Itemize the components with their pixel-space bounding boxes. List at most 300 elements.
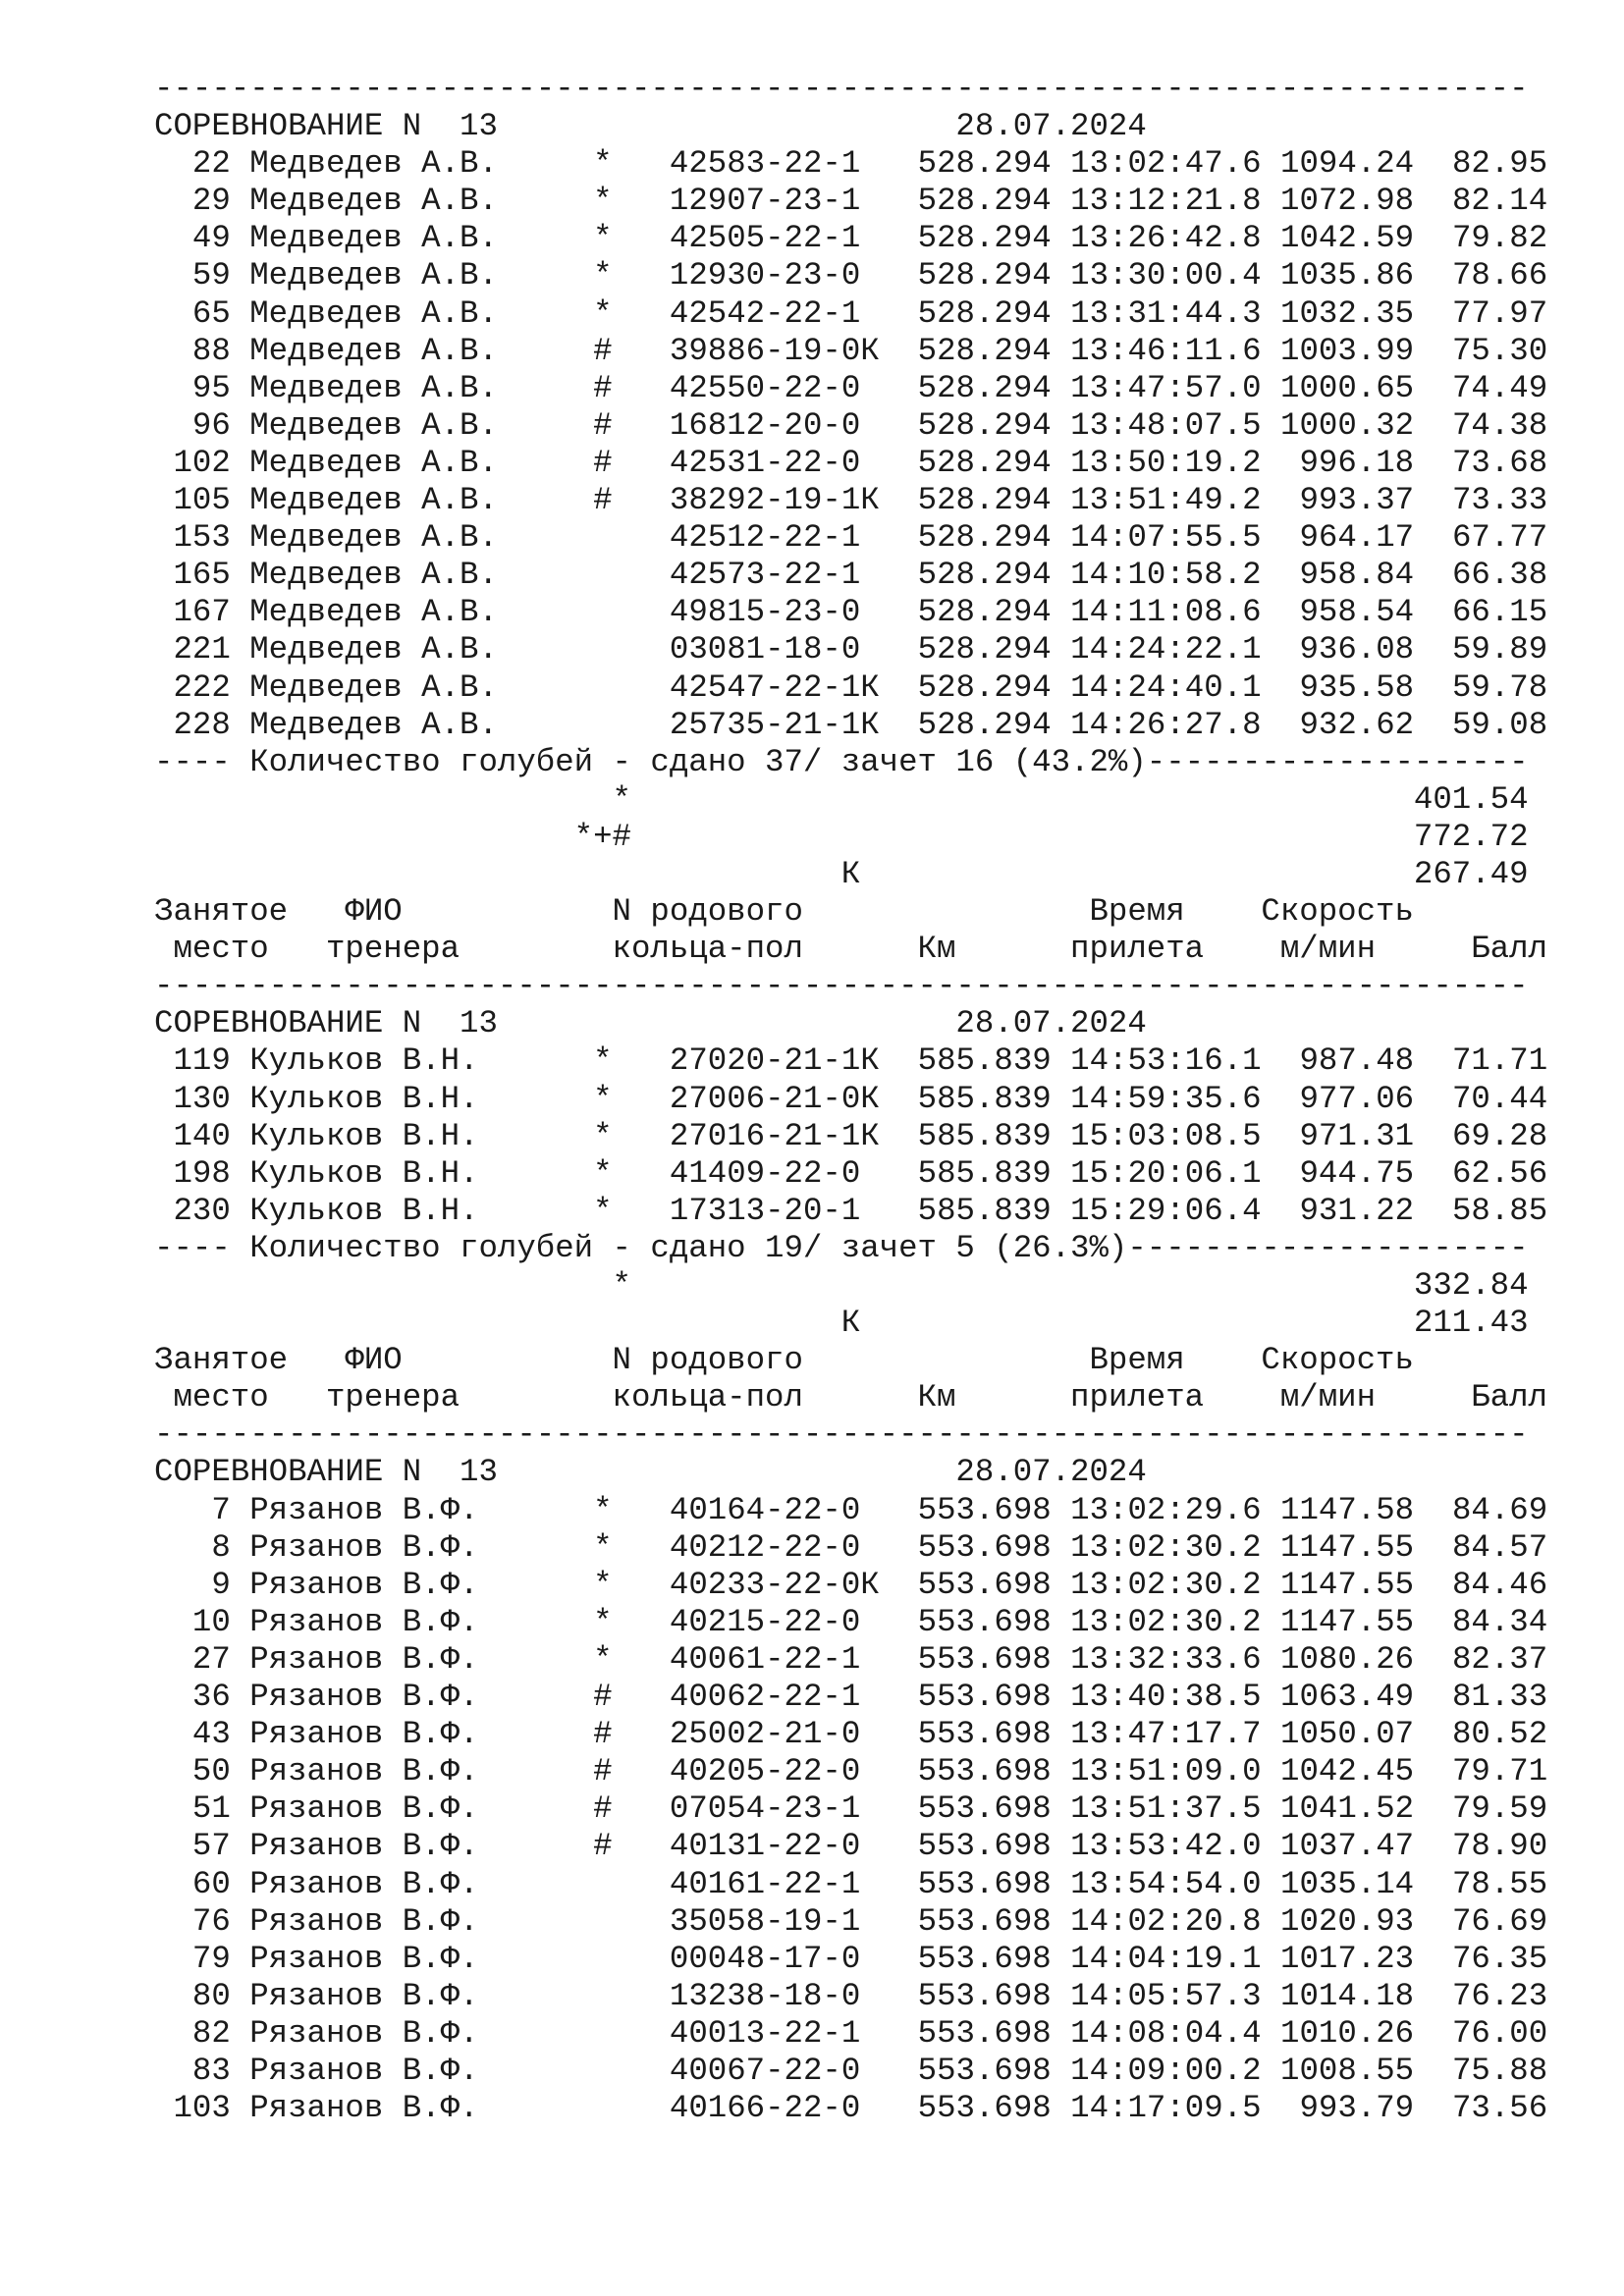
ring-number: 40215-22-0	[669, 1603, 861, 1640]
table-row	[154, 1118, 1588, 1155]
speed: 1042.45	[1280, 1753, 1415, 1790]
arrival-time: 14:59:35.6	[1070, 1080, 1262, 1117]
arrival-time: 13:50:19.2	[1070, 444, 1262, 481]
trainer-name: Рязанов В.Ф.	[249, 1865, 479, 1902]
speed: 1000.65	[1280, 369, 1415, 406]
arrival-time: 14:26:27.8	[1070, 706, 1262, 743]
table-row	[154, 1641, 1588, 1679]
ring-number: 42550-22-0	[669, 369, 861, 406]
totals-value: 772.72	[1413, 818, 1529, 855]
table-row	[154, 1903, 1588, 1941]
table-row	[154, 707, 1588, 744]
ring-number: 12907-23-1	[669, 183, 861, 220]
arrival-time: 15:29:06.4	[1070, 1192, 1262, 1229]
distance-km: 553.698	[917, 1679, 1052, 1716]
status-mark: #	[593, 369, 613, 406]
table-row	[154, 519, 1588, 557]
score: 76.35	[1451, 1940, 1548, 1977]
ring-number: 25735-21-1К	[669, 706, 880, 743]
table-row	[154, 333, 1588, 370]
arrival-time: 13:02:30.2	[1070, 1566, 1262, 1603]
score: 78.90	[1451, 1828, 1548, 1865]
score: 73.68	[1451, 444, 1548, 481]
ring-number: 42583-22-1	[669, 145, 861, 183]
speed: 958.84	[1299, 557, 1415, 594]
trainer-name: Медведев А.В.	[249, 594, 498, 631]
distance-km: 585.839	[917, 1154, 1052, 1192]
status-mark: *	[593, 183, 613, 220]
table-row	[154, 1567, 1588, 1604]
trainer-name: Медведев А.В.	[249, 220, 498, 257]
speed: 1050.07	[1280, 1716, 1415, 1753]
table-row	[154, 145, 1588, 183]
place: 221	[173, 631, 231, 668]
totals-row	[154, 819, 1588, 856]
speed: 1080.26	[1280, 1640, 1415, 1678]
trainer-name: Медведев А.В.	[249, 706, 498, 743]
place: 59	[191, 257, 231, 294]
ring-number: 41409-22-0	[669, 1154, 861, 1192]
trainer-name: Рязанов В.Ф.	[249, 2090, 479, 2127]
speed: 1147.58	[1280, 1491, 1415, 1528]
ring-number: 40233-22-0К	[669, 1566, 880, 1603]
ring-number: 40161-22-1	[669, 1865, 861, 1902]
competition-title	[154, 1005, 1588, 1042]
header-row-2: место тренера кольца-пол Км прилета м/мин Балл	[154, 1379, 1547, 1416]
place: 95	[191, 369, 231, 406]
divider: ------------------------------------------------------------------------	[154, 1416, 1529, 1454]
speed: 1000.32	[1280, 406, 1415, 444]
competition-label: СОРЕВНОВАНИЕ N 13	[154, 1005, 498, 1042]
trainer-name: Кульков В.Н.	[249, 1192, 479, 1229]
speed: 964.17	[1299, 519, 1415, 557]
distance-km: 553.698	[917, 2014, 1052, 2052]
score: 84.57	[1451, 1528, 1548, 1566]
results-printout	[154, 71, 1588, 2127]
place: 22	[191, 145, 231, 183]
trainer-name: Кульков В.Н.	[249, 1117, 479, 1154]
speed: 1147.55	[1280, 1603, 1415, 1640]
distance-km: 553.698	[917, 1940, 1052, 1977]
speed: 1008.55	[1280, 2052, 1415, 2089]
speed: 1014.18	[1280, 1977, 1415, 2014]
arrival-time: 13:51:49.2	[1070, 482, 1262, 519]
distance-km: 528.294	[917, 631, 1052, 668]
table-row	[154, 1753, 1588, 1790]
score: 78.66	[1451, 257, 1548, 294]
arrival-time: 13:02:30.2	[1070, 1603, 1262, 1640]
trainer-name: Кульков В.Н.	[249, 1080, 479, 1117]
competition-date: 28.07.2024	[955, 1454, 1147, 1491]
trainer-name: Рязанов В.Ф.	[249, 1603, 479, 1640]
status-mark: *	[593, 1042, 613, 1080]
totals-label: *+#	[573, 818, 631, 855]
ring-number: 25002-21-0	[669, 1716, 861, 1753]
trainer-name: Рязанов В.Ф.	[249, 2052, 479, 2089]
arrival-time: 14:24:40.1	[1070, 668, 1262, 706]
place: 7	[211, 1491, 231, 1528]
trainer-name: Медведев А.В.	[249, 631, 498, 668]
score: 62.56	[1451, 1154, 1548, 1192]
place: 119	[173, 1042, 231, 1080]
arrival-time: 13:26:42.8	[1070, 220, 1262, 257]
trainer-name: Рязанов В.Ф.	[249, 2014, 479, 2052]
ring-number: 27020-21-1К	[669, 1042, 880, 1080]
status-mark: #	[593, 1828, 613, 1865]
score: 84.34	[1451, 1603, 1548, 1640]
table-row	[154, 1193, 1588, 1230]
ring-number: 40205-22-0	[669, 1753, 861, 1790]
speed: 1035.86	[1280, 257, 1415, 294]
arrival-time: 14:11:08.6	[1070, 594, 1262, 631]
table-row	[154, 220, 1588, 257]
score: 79.71	[1451, 1753, 1548, 1790]
speed: 987.48	[1299, 1042, 1415, 1080]
score: 77.97	[1451, 294, 1548, 332]
speed: 1010.26	[1280, 2014, 1415, 2052]
trainer-name: Рязанов В.Ф.	[249, 1528, 479, 1566]
status-mark: #	[593, 1679, 613, 1716]
place: 105	[173, 482, 231, 519]
speed: 996.18	[1299, 444, 1415, 481]
speed: 944.75	[1299, 1154, 1415, 1192]
pigeon-count-summary: ---- Количество голубей - сдано 37/ зачет 16 (43.2%)--------------------	[154, 743, 1529, 780]
ring-number: 42505-22-1	[669, 220, 861, 257]
trainer-name: Медведев А.В.	[249, 668, 498, 706]
arrival-time: 14:05:57.3	[1070, 1977, 1262, 2014]
place: 49	[191, 220, 231, 257]
table-row	[154, 183, 1588, 220]
speed: 1147.55	[1280, 1566, 1415, 1603]
place: 10	[191, 1603, 231, 1640]
totals-label: *	[612, 780, 631, 818]
score: 66.15	[1451, 594, 1548, 631]
score: 59.89	[1451, 631, 1548, 668]
score: 73.33	[1451, 482, 1548, 519]
table-row	[154, 2053, 1588, 2090]
totals-row	[154, 781, 1588, 819]
trainer-name: Медведев А.В.	[249, 482, 498, 519]
trainer-name: Медведев А.В.	[249, 557, 498, 594]
place: 222	[173, 668, 231, 706]
trainer-name: Медведев А.В.	[249, 332, 498, 369]
distance-km: 528.294	[917, 594, 1052, 631]
ring-number: 27006-21-0К	[669, 1080, 880, 1117]
arrival-time: 13:12:21.8	[1070, 183, 1262, 220]
status-mark: #	[593, 1716, 613, 1753]
score: 78.55	[1451, 1865, 1548, 1902]
status-mark: *	[593, 1528, 613, 1566]
distance-km: 553.698	[917, 2052, 1052, 2089]
speed: 1094.24	[1280, 145, 1415, 183]
status-mark: #	[593, 332, 613, 369]
arrival-time: 13:02:29.6	[1070, 1491, 1262, 1528]
place: 103	[173, 2090, 231, 2127]
place: 167	[173, 594, 231, 631]
table-row	[154, 1529, 1588, 1567]
arrival-time: 13:40:38.5	[1070, 1679, 1262, 1716]
distance-km: 553.698	[917, 1753, 1052, 1790]
score: 82.37	[1451, 1640, 1548, 1678]
ring-number: 40131-22-0	[669, 1828, 861, 1865]
place: 65	[191, 294, 231, 332]
speed: 971.31	[1299, 1117, 1415, 1154]
distance-km: 528.294	[917, 557, 1052, 594]
competition-title	[154, 1454, 1588, 1491]
table-row	[154, 2090, 1588, 2127]
distance-km: 553.698	[917, 1790, 1052, 1828]
score: 58.85	[1451, 1192, 1548, 1229]
score: 69.28	[1451, 1117, 1548, 1154]
arrival-time: 14:24:22.1	[1070, 631, 1262, 668]
table-row	[154, 407, 1588, 445]
speed: 1042.59	[1280, 220, 1415, 257]
table-row	[154, 594, 1588, 631]
status-mark: #	[593, 444, 613, 481]
trainer-name: Медведев А.В.	[249, 406, 498, 444]
score: 75.30	[1451, 332, 1548, 369]
table-row	[154, 669, 1588, 707]
distance-km: 528.294	[917, 406, 1052, 444]
arrival-time: 14:53:16.1	[1070, 1042, 1262, 1080]
trainer-name: Рязанов В.Ф.	[249, 1790, 479, 1828]
arrival-time: 13:51:37.5	[1070, 1790, 1262, 1828]
distance-km: 528.294	[917, 257, 1052, 294]
ring-number: 40164-22-0	[669, 1491, 861, 1528]
ring-number: 17313-20-1	[669, 1192, 861, 1229]
score: 76.23	[1451, 1977, 1548, 2014]
trainer-name: Медведев А.В.	[249, 145, 498, 183]
ring-number: 07054-23-1	[669, 1790, 861, 1828]
ring-number: 27016-21-1К	[669, 1117, 880, 1154]
arrival-time: 14:10:58.2	[1070, 557, 1262, 594]
distance-km: 585.839	[917, 1080, 1052, 1117]
speed: 1035.14	[1280, 1865, 1415, 1902]
place: 228	[173, 706, 231, 743]
ring-number: 40061-22-1	[669, 1640, 861, 1678]
status-mark: *	[593, 220, 613, 257]
distance-km: 585.839	[917, 1042, 1052, 1080]
header-row-2: место тренера кольца-пол Км прилета м/мин Балл	[154, 931, 1547, 968]
place: 57	[191, 1828, 231, 1865]
place: 102	[173, 444, 231, 481]
trainer-name: Рязанов В.Ф.	[249, 1679, 479, 1716]
place: 198	[173, 1154, 231, 1192]
arrival-time: 13:47:57.0	[1070, 369, 1262, 406]
table-row	[154, 445, 1588, 482]
table-row	[154, 557, 1588, 594]
arrival-time: 13:46:11.6	[1070, 332, 1262, 369]
place: 43	[191, 1716, 231, 1753]
place: 165	[173, 557, 231, 594]
distance-km: 528.294	[917, 482, 1052, 519]
distance-km: 528.294	[917, 668, 1052, 706]
place: 130	[173, 1080, 231, 1117]
table-row	[154, 1716, 1588, 1753]
place: 230	[173, 1192, 231, 1229]
ring-number: 49815-23-0	[669, 594, 861, 631]
header-row-1: Занятое ФИО N родового Время Скорость	[154, 893, 1414, 931]
competition-date: 28.07.2024	[955, 108, 1147, 145]
trainer-name: Рязанов В.Ф.	[249, 1753, 479, 1790]
score: 59.78	[1451, 668, 1548, 706]
distance-km: 528.294	[917, 294, 1052, 332]
table-row	[154, 370, 1588, 407]
distance-km: 553.698	[917, 1865, 1052, 1902]
competition-label: СОРЕВНОВАНИЕ N 13	[154, 1454, 498, 1491]
score: 84.46	[1451, 1566, 1548, 1603]
competition-date: 28.07.2024	[955, 1005, 1147, 1042]
arrival-time: 13:32:33.6	[1070, 1640, 1262, 1678]
table-row	[154, 2015, 1588, 2053]
score: 79.82	[1451, 220, 1548, 257]
arrival-time: 13:54:54.0	[1070, 1865, 1262, 1902]
distance-km: 585.839	[917, 1192, 1052, 1229]
status-mark: *	[593, 1603, 613, 1640]
score: 66.38	[1451, 557, 1548, 594]
ring-number: 40166-22-0	[669, 2090, 861, 2127]
status-mark: #	[593, 1790, 613, 1828]
ring-number: 42542-22-1	[669, 294, 861, 332]
place: 76	[191, 1902, 231, 1940]
score: 73.56	[1451, 2090, 1548, 2127]
distance-km: 553.698	[917, 1566, 1052, 1603]
totals-label: К	[840, 1305, 861, 1342]
table-row	[154, 631, 1588, 668]
arrival-time: 15:03:08.5	[1070, 1117, 1262, 1154]
ring-number: 03081-18-0	[669, 631, 861, 668]
place: 50	[191, 1753, 231, 1790]
place: 36	[191, 1679, 231, 1716]
arrival-time: 13:02:30.2	[1070, 1528, 1262, 1566]
distance-km: 553.698	[917, 1902, 1052, 1940]
ring-number: 42512-22-1	[669, 519, 861, 557]
distance-km: 553.698	[917, 1640, 1052, 1678]
score: 76.69	[1451, 1902, 1548, 1940]
score: 79.59	[1451, 1790, 1548, 1828]
arrival-time: 14:17:09.5	[1070, 2090, 1262, 2127]
table-row	[154, 482, 1588, 519]
score: 74.38	[1451, 406, 1548, 444]
table-row	[154, 257, 1588, 294]
speed: 1147.55	[1280, 1528, 1415, 1566]
table-row	[154, 1790, 1588, 1828]
trainer-name: Медведев А.В.	[249, 294, 498, 332]
speed: 958.54	[1299, 594, 1415, 631]
trainer-name: Рязанов В.Ф.	[249, 1566, 479, 1603]
arrival-time: 14:02:20.8	[1070, 1902, 1262, 1940]
totals-row	[154, 1305, 1588, 1342]
table-row	[154, 1081, 1588, 1118]
totals-value: 401.54	[1413, 780, 1529, 818]
place: 27	[191, 1640, 231, 1678]
arrival-time: 13:31:44.3	[1070, 294, 1262, 332]
totals-label: *	[612, 1267, 631, 1304]
distance-km: 528.294	[917, 444, 1052, 481]
distance-km: 528.294	[917, 332, 1052, 369]
status-mark: *	[593, 1566, 613, 1603]
distance-km: 528.294	[917, 706, 1052, 743]
score: 84.69	[1451, 1491, 1548, 1528]
status-mark: #	[593, 1753, 613, 1790]
distance-km: 553.698	[917, 1603, 1052, 1640]
ring-number: 00048-17-0	[669, 1940, 861, 1977]
status-mark: *	[593, 257, 613, 294]
ring-number: 39886-19-0К	[669, 332, 880, 369]
table-row	[154, 1679, 1588, 1716]
ring-number: 40013-22-1	[669, 2014, 861, 2052]
place: 9	[211, 1566, 231, 1603]
table-row	[154, 1941, 1588, 1978]
distance-km: 553.698	[917, 2090, 1052, 2127]
place: 88	[191, 332, 231, 369]
arrival-time: 14:08:04.4	[1070, 2014, 1262, 2052]
speed: 935.58	[1299, 668, 1415, 706]
trainer-name: Рязанов В.Ф.	[249, 1940, 479, 1977]
speed: 932.62	[1299, 706, 1415, 743]
trainer-name: Рязанов В.Ф.	[249, 1828, 479, 1865]
speed: 1037.47	[1280, 1828, 1415, 1865]
totals-value: 267.49	[1413, 855, 1529, 892]
trainer-name: Медведев А.В.	[249, 369, 498, 406]
speed: 1003.99	[1280, 332, 1415, 369]
trainer-name: Кульков В.Н.	[249, 1154, 479, 1192]
status-mark: #	[593, 482, 613, 519]
distance-km: 528.294	[917, 183, 1052, 220]
status-mark: *	[593, 1080, 613, 1117]
arrival-time: 13:53:42.0	[1070, 1828, 1262, 1865]
arrival-time: 13:02:47.6	[1070, 145, 1262, 183]
trainer-name: Рязанов В.Ф.	[249, 1902, 479, 1940]
arrival-time: 13:51:09.0	[1070, 1753, 1262, 1790]
status-mark: *	[593, 1491, 613, 1528]
arrival-time: 13:48:07.5	[1070, 406, 1262, 444]
arrival-time: 14:04:19.1	[1070, 1940, 1262, 1977]
trainer-name: Рязанов В.Ф.	[249, 1491, 479, 1528]
trainer-name: Медведев А.В.	[249, 183, 498, 220]
distance-km: 528.294	[917, 369, 1052, 406]
table-row	[154, 1155, 1588, 1193]
table-row	[154, 1978, 1588, 2015]
ring-number: 40067-22-0	[669, 2052, 861, 2089]
status-mark: *	[593, 1640, 613, 1678]
competition-label: СОРЕВНОВАНИЕ N 13	[154, 108, 498, 145]
speed: 1072.98	[1280, 183, 1415, 220]
place: 96	[191, 406, 231, 444]
header-row-1: Занятое ФИО N родового Время Скорость	[154, 1342, 1414, 1379]
table-row	[154, 295, 1588, 333]
score: 75.88	[1451, 2052, 1548, 2089]
totals-row	[154, 1267, 1588, 1305]
distance-km: 528.294	[917, 519, 1052, 557]
speed: 1041.52	[1280, 1790, 1415, 1828]
speed: 1032.35	[1280, 294, 1415, 332]
score: 76.00	[1451, 2014, 1548, 2052]
competition-title	[154, 108, 1588, 145]
score: 82.95	[1451, 145, 1548, 183]
speed: 936.08	[1299, 631, 1415, 668]
trainer-name: Медведев А.В.	[249, 519, 498, 557]
place: 82	[191, 2014, 231, 2052]
status-mark: #	[593, 406, 613, 444]
distance-km: 528.294	[917, 220, 1052, 257]
totals-value: 211.43	[1413, 1305, 1529, 1342]
trainer-name: Рязанов В.Ф.	[249, 1640, 479, 1678]
speed: 1017.23	[1280, 1940, 1415, 1977]
speed: 993.37	[1299, 482, 1415, 519]
totals-value: 332.84	[1413, 1267, 1529, 1304]
speed: 977.06	[1299, 1080, 1415, 1117]
